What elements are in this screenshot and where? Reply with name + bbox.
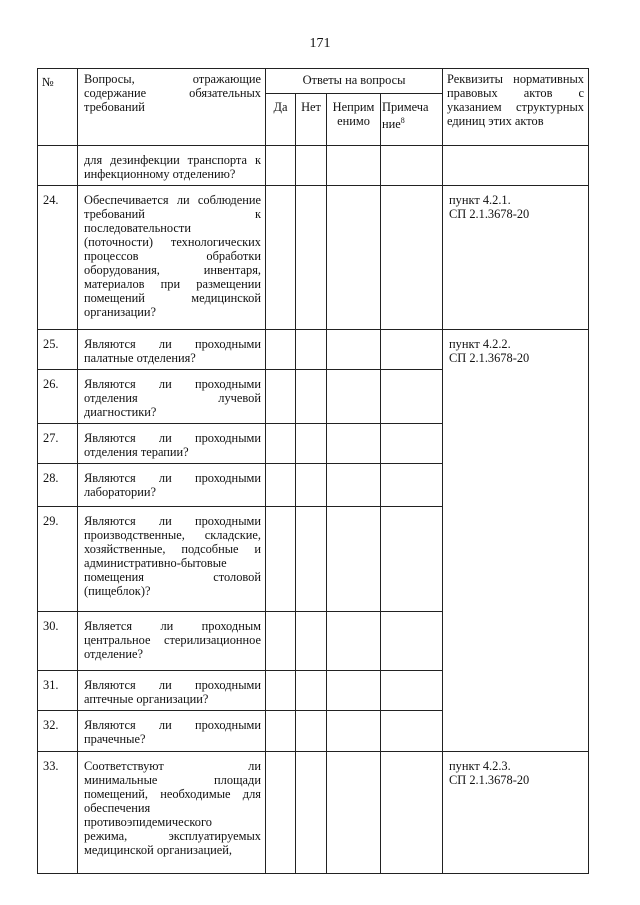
header-question-line: содержание обязательных bbox=[84, 86, 261, 100]
question-line: Являются ли проходными bbox=[84, 678, 261, 692]
answer-no-cell[interactable] bbox=[296, 146, 327, 186]
question-line: Соответствуют ли bbox=[84, 759, 261, 773]
question-line: (пищеблок)? bbox=[84, 584, 151, 598]
table-row bbox=[38, 186, 589, 330]
row-question bbox=[78, 612, 266, 671]
answer-yes-cell[interactable] bbox=[266, 507, 296, 612]
question-line: центральное стерилизационное bbox=[84, 633, 261, 647]
answer-yes-cell[interactable] bbox=[266, 330, 296, 370]
row-requisites bbox=[443, 330, 589, 752]
header-note bbox=[381, 94, 443, 146]
header-na-line: енимо bbox=[337, 114, 370, 128]
answer-no-cell[interactable] bbox=[296, 370, 327, 424]
question-line: помещений, необходимые для bbox=[84, 787, 261, 801]
header-na-line: Неприм bbox=[332, 100, 375, 114]
answer-yes-cell[interactable] bbox=[266, 464, 296, 507]
answer-no-cell[interactable] bbox=[296, 612, 327, 671]
table-row bbox=[38, 146, 589, 186]
answer-no-cell[interactable] bbox=[296, 752, 327, 874]
answer-na-cell[interactable] bbox=[327, 146, 381, 186]
question-line: аптечные организации? bbox=[84, 692, 209, 706]
requisites-line: СП 2.1.3678-20 bbox=[449, 773, 530, 787]
question-line: Является ли проходным bbox=[84, 619, 261, 633]
question-line: палатные отделения? bbox=[84, 351, 196, 365]
answer-no-cell[interactable] bbox=[296, 671, 327, 711]
question-line: отделения терапии? bbox=[84, 445, 189, 459]
question-line: административно-бытовые bbox=[84, 556, 227, 570]
answer-note-cell[interactable] bbox=[381, 612, 443, 671]
answer-yes-cell[interactable] bbox=[266, 752, 296, 874]
answer-no-cell[interactable] bbox=[296, 507, 327, 612]
row-requisites bbox=[443, 146, 589, 186]
header-note-line: Примеча bbox=[382, 100, 429, 114]
header-no: Нет bbox=[296, 94, 327, 146]
answer-yes-cell[interactable] bbox=[266, 711, 296, 752]
answer-na-cell[interactable] bbox=[327, 507, 381, 612]
header-requisites-line: правовых актов с bbox=[447, 86, 585, 100]
requisites-line: СП 2.1.3678-20 bbox=[449, 351, 530, 365]
row-question bbox=[78, 330, 266, 370]
row-number: 25. bbox=[38, 330, 78, 370]
row-number: 29. bbox=[38, 507, 78, 612]
answer-note-cell[interactable] bbox=[381, 370, 443, 424]
row-number: 26. bbox=[38, 370, 78, 424]
row-number: 27. bbox=[38, 424, 78, 464]
question-line: Являются ли проходными bbox=[84, 718, 261, 732]
requisites-line: пункт 4.2.3. bbox=[449, 759, 511, 773]
answer-note-cell[interactable] bbox=[381, 752, 443, 874]
header-note-footnote: 8 bbox=[400, 116, 405, 125]
answer-yes-cell[interactable] bbox=[266, 146, 296, 186]
header-requisites-line: Реквизиты нормативных bbox=[447, 72, 585, 86]
checklist-table bbox=[37, 68, 589, 874]
question-line: медицинской организацией, bbox=[84, 843, 232, 857]
question-line: прачечные? bbox=[84, 732, 146, 746]
answer-note-cell[interactable] bbox=[381, 146, 443, 186]
question-line: процессов обработки bbox=[84, 249, 261, 263]
row-number: 30. bbox=[38, 612, 78, 671]
row-number: 31. bbox=[38, 671, 78, 711]
row-number: 33. bbox=[38, 752, 78, 874]
answer-na-cell[interactable] bbox=[327, 752, 381, 874]
header-requisites-line: единиц этих актов bbox=[447, 114, 544, 128]
answer-note-cell[interactable] bbox=[381, 186, 443, 330]
answer-no-cell[interactable] bbox=[296, 424, 327, 464]
row-requisites bbox=[443, 186, 589, 330]
answer-no-cell[interactable] bbox=[296, 186, 327, 330]
answer-no-cell[interactable] bbox=[296, 330, 327, 370]
row-question bbox=[78, 464, 266, 507]
table-row bbox=[38, 752, 589, 874]
question-line: (поточности) технологических bbox=[84, 235, 261, 249]
answer-na-cell[interactable] bbox=[327, 424, 381, 464]
row-question bbox=[78, 711, 266, 752]
question-line: диагностики? bbox=[84, 405, 157, 419]
header-requisites bbox=[443, 69, 589, 146]
answer-yes-cell[interactable] bbox=[266, 370, 296, 424]
requisites-line: СП 2.1.3678-20 bbox=[449, 207, 530, 221]
header-question-line: Вопросы, отражающие bbox=[84, 72, 261, 86]
question-line: для дезинфекции транспорта к bbox=[84, 153, 261, 167]
answer-note-cell[interactable] bbox=[381, 330, 443, 370]
answer-na-cell[interactable] bbox=[327, 671, 381, 711]
header-question-line: требований bbox=[84, 100, 145, 114]
question-line: обеспечения bbox=[84, 801, 151, 815]
row-question bbox=[78, 671, 266, 711]
answer-no-cell[interactable] bbox=[296, 711, 327, 752]
question-line: Являются ли проходными bbox=[84, 514, 261, 528]
answer-na-cell[interactable] bbox=[327, 711, 381, 752]
row-question bbox=[78, 752, 266, 874]
answer-na-cell[interactable] bbox=[327, 370, 381, 424]
row-question bbox=[78, 186, 266, 330]
header-answers: Ответы на вопросы bbox=[266, 69, 443, 94]
row-question bbox=[78, 146, 266, 186]
header-num: № bbox=[38, 69, 78, 146]
question-line: противоэпидемического bbox=[84, 815, 212, 829]
question-line: хозяйственные, подсобные и bbox=[84, 542, 261, 556]
header-not-applicable bbox=[327, 94, 381, 146]
header-yes: Да bbox=[266, 94, 296, 146]
question-line: требований к bbox=[84, 207, 261, 221]
requisites-line: пункт 4.2.2. bbox=[449, 337, 511, 351]
row-number: 24. bbox=[38, 186, 78, 330]
question-line: минимальные площади bbox=[84, 773, 261, 787]
question-line: Являются ли проходными bbox=[84, 337, 261, 351]
answer-na-cell[interactable] bbox=[327, 612, 381, 671]
question-line: оборудования, инвентаря, bbox=[84, 263, 261, 277]
answer-no-cell[interactable] bbox=[296, 464, 327, 507]
answer-na-cell[interactable] bbox=[327, 464, 381, 507]
header-requisites-line: указанием структурных bbox=[447, 100, 585, 114]
question-line: отделение? bbox=[84, 647, 144, 661]
page-number: 171 bbox=[309, 36, 331, 51]
question-line: производственные, складские, bbox=[84, 528, 261, 542]
row-question bbox=[78, 507, 266, 612]
answer-note-cell[interactable] bbox=[381, 424, 443, 464]
question-line: Обеспечивается ли соблюдение bbox=[84, 193, 261, 207]
answer-yes-cell[interactable] bbox=[266, 424, 296, 464]
answer-yes-cell[interactable] bbox=[266, 612, 296, 671]
question-line: материалов при размещении bbox=[84, 277, 261, 291]
question-line: Являются ли проходными bbox=[84, 471, 261, 485]
question-line: помещения столовой bbox=[84, 570, 261, 584]
requisites-line: пункт 4.2.1. bbox=[449, 193, 511, 207]
question-line: инфекционному отделению? bbox=[84, 167, 236, 181]
answer-note-cell[interactable] bbox=[381, 507, 443, 612]
answer-note-cell[interactable] bbox=[381, 464, 443, 507]
question-line: помещений медицинской bbox=[84, 291, 261, 305]
question-line: режима, эксплуатируемых bbox=[84, 829, 261, 843]
row-number: 32. bbox=[38, 711, 78, 752]
answer-yes-cell[interactable] bbox=[266, 671, 296, 711]
answer-na-cell[interactable] bbox=[327, 330, 381, 370]
question-line: Являются ли проходными bbox=[84, 431, 261, 445]
question-line: организации? bbox=[84, 305, 157, 319]
row-question bbox=[78, 424, 266, 464]
row-number bbox=[38, 146, 78, 186]
row-question bbox=[78, 370, 266, 424]
question-line: последовательности bbox=[84, 221, 191, 235]
question-line: Являются ли проходными bbox=[84, 377, 261, 391]
header-question bbox=[78, 69, 266, 146]
answer-note-cell[interactable] bbox=[381, 671, 443, 711]
question-line: отделения лучевой bbox=[84, 391, 261, 405]
header-note-line: ние bbox=[382, 117, 401, 132]
row-number: 28. bbox=[38, 464, 78, 507]
table-row bbox=[38, 330, 589, 370]
answer-yes-cell[interactable] bbox=[266, 186, 296, 330]
answer-note-cell[interactable] bbox=[381, 711, 443, 752]
row-requisites bbox=[443, 752, 589, 874]
answer-na-cell[interactable] bbox=[327, 186, 381, 330]
question-line: лаборатории? bbox=[84, 485, 156, 499]
